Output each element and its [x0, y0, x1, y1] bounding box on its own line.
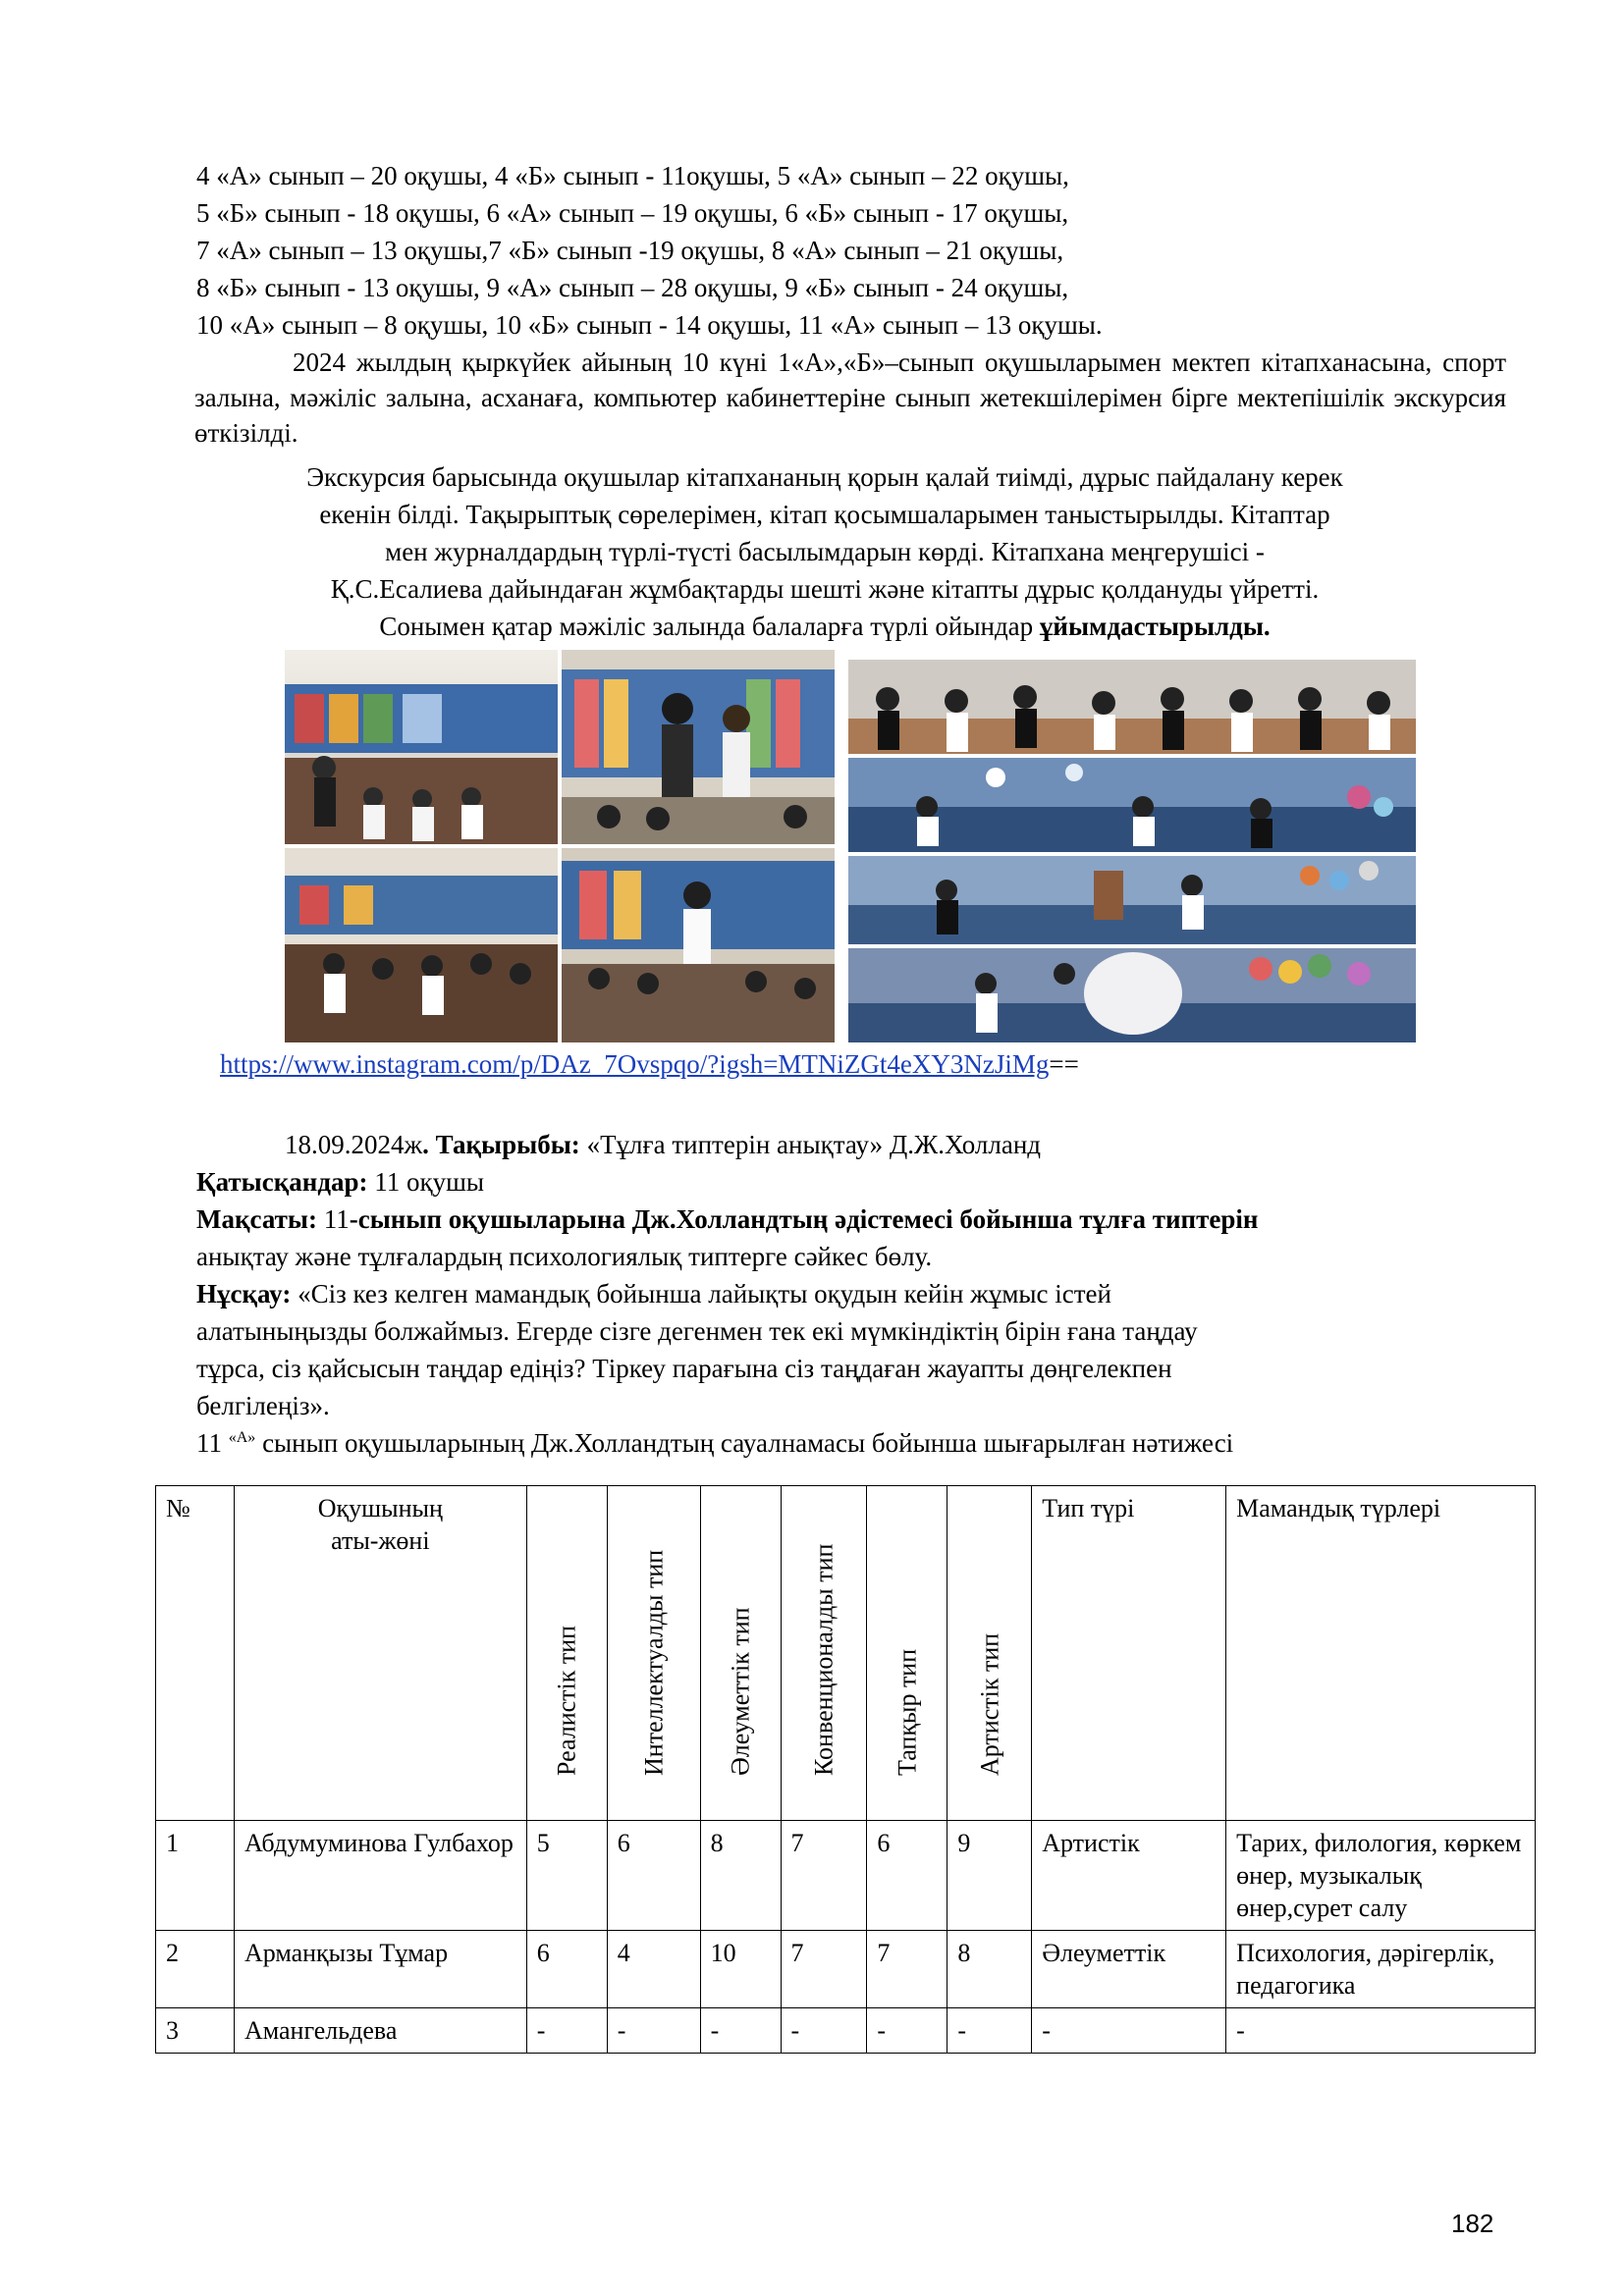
participants-label: Қатысқандар:: [196, 1167, 368, 1197]
table-header-row: [156, 1486, 1536, 1821]
page-number: 182: [1451, 2209, 1494, 2238]
header-intellectual: Интеллектуалды тип: [607, 1486, 700, 1821]
goal-line-1: Мақсаты: 11-сынып оқушыларына Дж.Холландтың әдістемесі бойынша тұлға типтерін: [196, 1204, 1259, 1234]
excursion-line-3: мен журналдардың түрлі-түсті басылымдарын көрді. Кітапхана меңгерушісі -: [385, 537, 1265, 566]
instruction-line-4: белгілеңіз».: [196, 1391, 330, 1420]
header-social: Әлеуметтік тип: [700, 1486, 781, 1821]
instruction-label: Нұсқау:: [196, 1279, 292, 1308]
link-suffix: ==: [1049, 1049, 1079, 1079]
instruction-line-1: Нұсқау: «Сіз кез келген мамандық бойынша лайықты оқудын кейін жұмыс істей: [196, 1279, 1111, 1308]
header-realistic: Реалистік тип: [526, 1486, 607, 1821]
class-count-line-2: 5 «Б» сынып - 18 оқушы, 6 «А» сынып – 19 оқушы, 6 «Б» сынып - 17 оқушы,: [196, 198, 1069, 228]
holland-results-table: [155, 1485, 1536, 2054]
header-conventional: Конвенционалды тип: [781, 1486, 867, 1821]
instagram-link-line: [220, 1046, 1079, 1082]
instruction-line-2: алатыныңызды болжаймыз. Егерде сізге дегенмен тек екі мүмкіндіктің бірін ғана таңдау: [196, 1316, 1198, 1346]
table-row: 2 Арманқызы Тұмар 6 4 10 7 7 8 Әлеуметтік Психология, дәрігерлік, педагогика: [156, 1931, 1536, 2008]
session-date: 18.09.2024ж: [285, 1130, 423, 1159]
class-count-line-4: 8 «Б» сынып - 13 оқушы, 9 «А» сынып – 28 оқушы, 9 «Б» сынып - 24 оқушы,: [196, 273, 1069, 302]
header-number: №: [156, 1486, 235, 1821]
results-caption: 11 $^{«А»}$ сынып оқушыларының Дж.Холландтың сауалнамасы бойынша шығарылған нәтижесі: [196, 1428, 1234, 1458]
excursion-line-4: Қ.С.Есалиева дайындаған жұмбақтарды шешті және кітапты дұрыс қолдануды үйретті.: [330, 574, 1320, 604]
header-student-name: Оқушының аты-жөні: [234, 1486, 526, 1821]
excursion-line-1: Экскурсия барысында оқушылар кітапхананың қорын қалай тиімді, дұрыс пайдалану керек: [306, 462, 1343, 492]
goal-label: Мақсаты:: [196, 1204, 317, 1234]
assembly-hall-photo-collage: [848, 660, 1416, 1042]
excursion-line-2: екенін білді. Тақырыптық сөрелерімен, кітап қосымшаларымен таныстырылды. Кітаптар: [319, 500, 1330, 529]
goal-line-2: анықтау және тұлғалардың психологиялық типтерге сәйкес бөлу.: [196, 1242, 933, 1271]
instruction-line-3: тұрса, сіз қайсысын таңдар едіңіз? Тіркеу парағына сіз таңдаған жауапты дөңгелекпен: [196, 1354, 1172, 1383]
header-enterprising: Тапқыр тип: [867, 1486, 947, 1821]
library-photo-collage: [285, 650, 835, 1042]
excursion-paragraph: 2024 жылдың қыркүйек айының 10 күні 1«А»,«Б»–сынып оқушыларымен мектеп кітапханасына, спорт залына, мәжіліс залына, асханаға, компьютер кабинеттеріне сынып жетекшілерімен бірге мектепішілік экскурсия өткізілді.: [194, 347, 1506, 448]
instagram-link[interactable]: https://www.instagram.com/p/DAz_7Ovspqo/?igsh=MTNiZGt4eXY3NzJiMg: [220, 1049, 1050, 1079]
header-type: Тип түрі: [1032, 1486, 1226, 1821]
excursion-bold-word: ұйымдастырылды.: [1039, 612, 1271, 641]
class-count-line-3: 7 «А» сынып – 13 оқушы,7 «Б» сынып -19 оқушы, 8 «А» сынып – 21 оқушы,: [196, 236, 1064, 265]
excursion-line-5: Сонымен қатар мәжіліс залында балаларға түрлі ойындар ұйымдастырылды.: [379, 612, 1271, 641]
class-count-line-1: 4 «А» сынып – 20 оқушы, 4 «Б» сынып - 11оқушы, 5 «А» сынып – 22 оқушы,: [196, 161, 1069, 190]
session-date-topic: [285, 1127, 1041, 1162]
topic-label: . Тақырыбы:: [422, 1130, 580, 1159]
header-artistic: Артистік тип: [947, 1486, 1032, 1821]
table-row: 3 Амангельдева - - - - - - - -: [156, 2008, 1536, 2054]
participants-line: [196, 1164, 484, 1200]
class-count-line-5: 10 «А» сынып – 8 оқушы, 10 «Б» сынып - 14 оқушы, 11 «А» сынып – 13 оқушы.: [196, 310, 1103, 340]
table-row: 1 Абдумуминова Гулбахор 5 6 8 7 6 9 Артистік Тарих, филология, көркем өнер, музыкалық өнер,сурет салу: [156, 1821, 1536, 1931]
header-professions: Мамандық түрлері: [1226, 1486, 1536, 1821]
participants-text: 11 оқушы: [367, 1167, 485, 1197]
topic-text: «Тұлға типтерін анықтау» Д.Ж.Холланд: [579, 1130, 1042, 1159]
